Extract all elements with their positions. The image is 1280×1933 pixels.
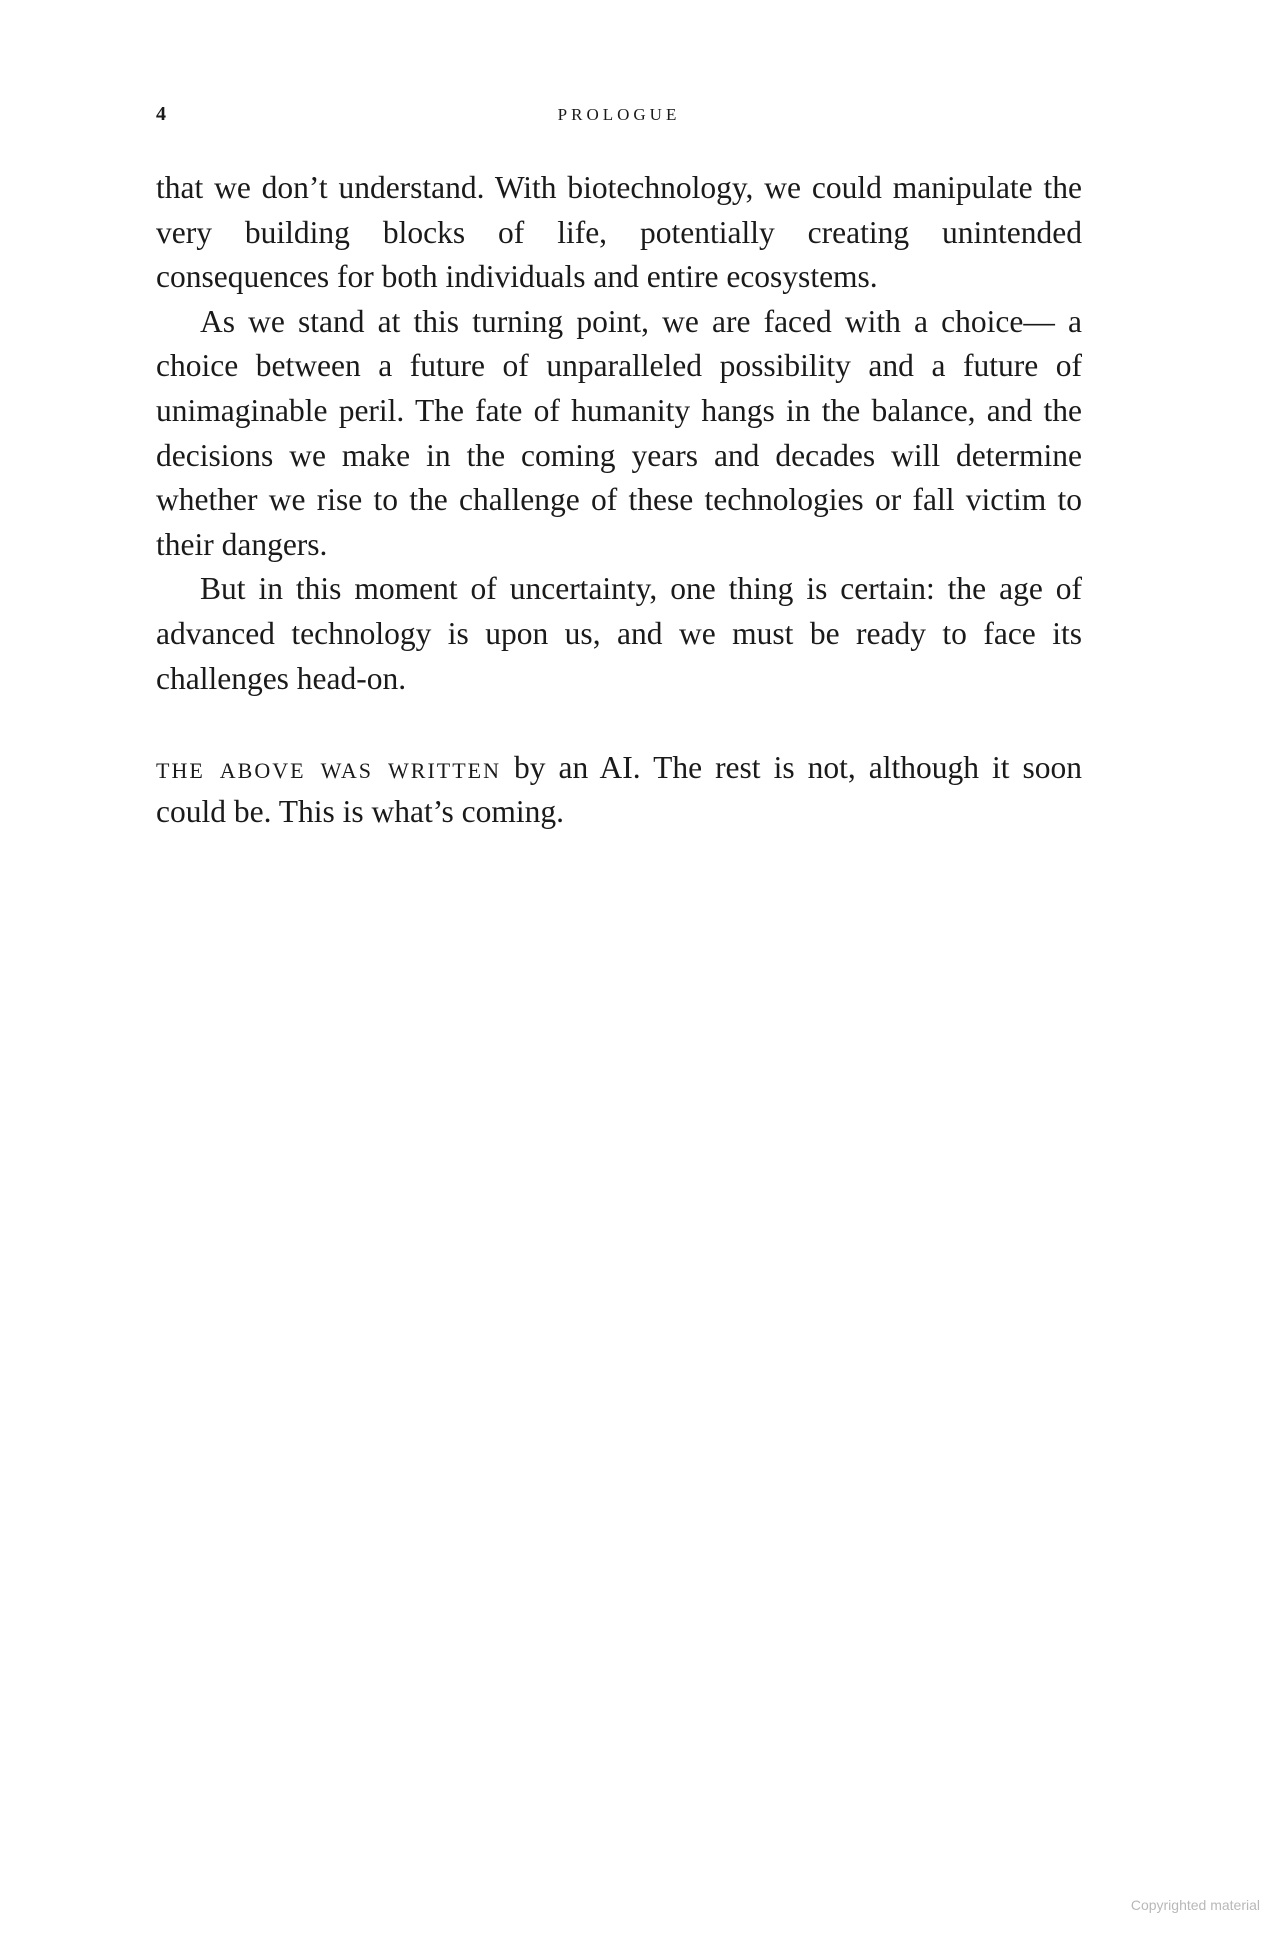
copyright-watermark: Copyrighted material bbox=[1130, 1897, 1260, 1913]
small-caps-lead: the above was written bbox=[156, 749, 501, 785]
paragraph: As we stand at this turning point, we are faced with a choice— a choice between a future of unparalleled possibility and a future of unimaginable peril. The fate of humanity hangs in the balance, and the decisions we make in the coming years and decades will determine whether we rise to the challenge of these technologies or fall victim to their dangers. bbox=[156, 303, 1082, 562]
running-title: PROLOGUE bbox=[557, 105, 681, 124]
page-number: 4 bbox=[156, 103, 167, 125]
paragraph: But in this moment of uncertainty, one thing is certain: the age of advanced technology is upon us, and we must be ready to face its challenges head-on. bbox=[156, 571, 1082, 696]
body-text bbox=[156, 166, 1082, 835]
closing-paragraph bbox=[156, 746, 1082, 835]
paragraph-continued: that we don’t understand. With biotechnology, we could manipulate the very building blocks of life, potentially creating unintended consequences for both individuals and entire ecosystems. bbox=[156, 170, 1082, 295]
running-head bbox=[156, 103, 1082, 133]
closing-text: by an AI. The rest is not, although it soon could be. This is what’s coming. bbox=[156, 749, 1082, 830]
